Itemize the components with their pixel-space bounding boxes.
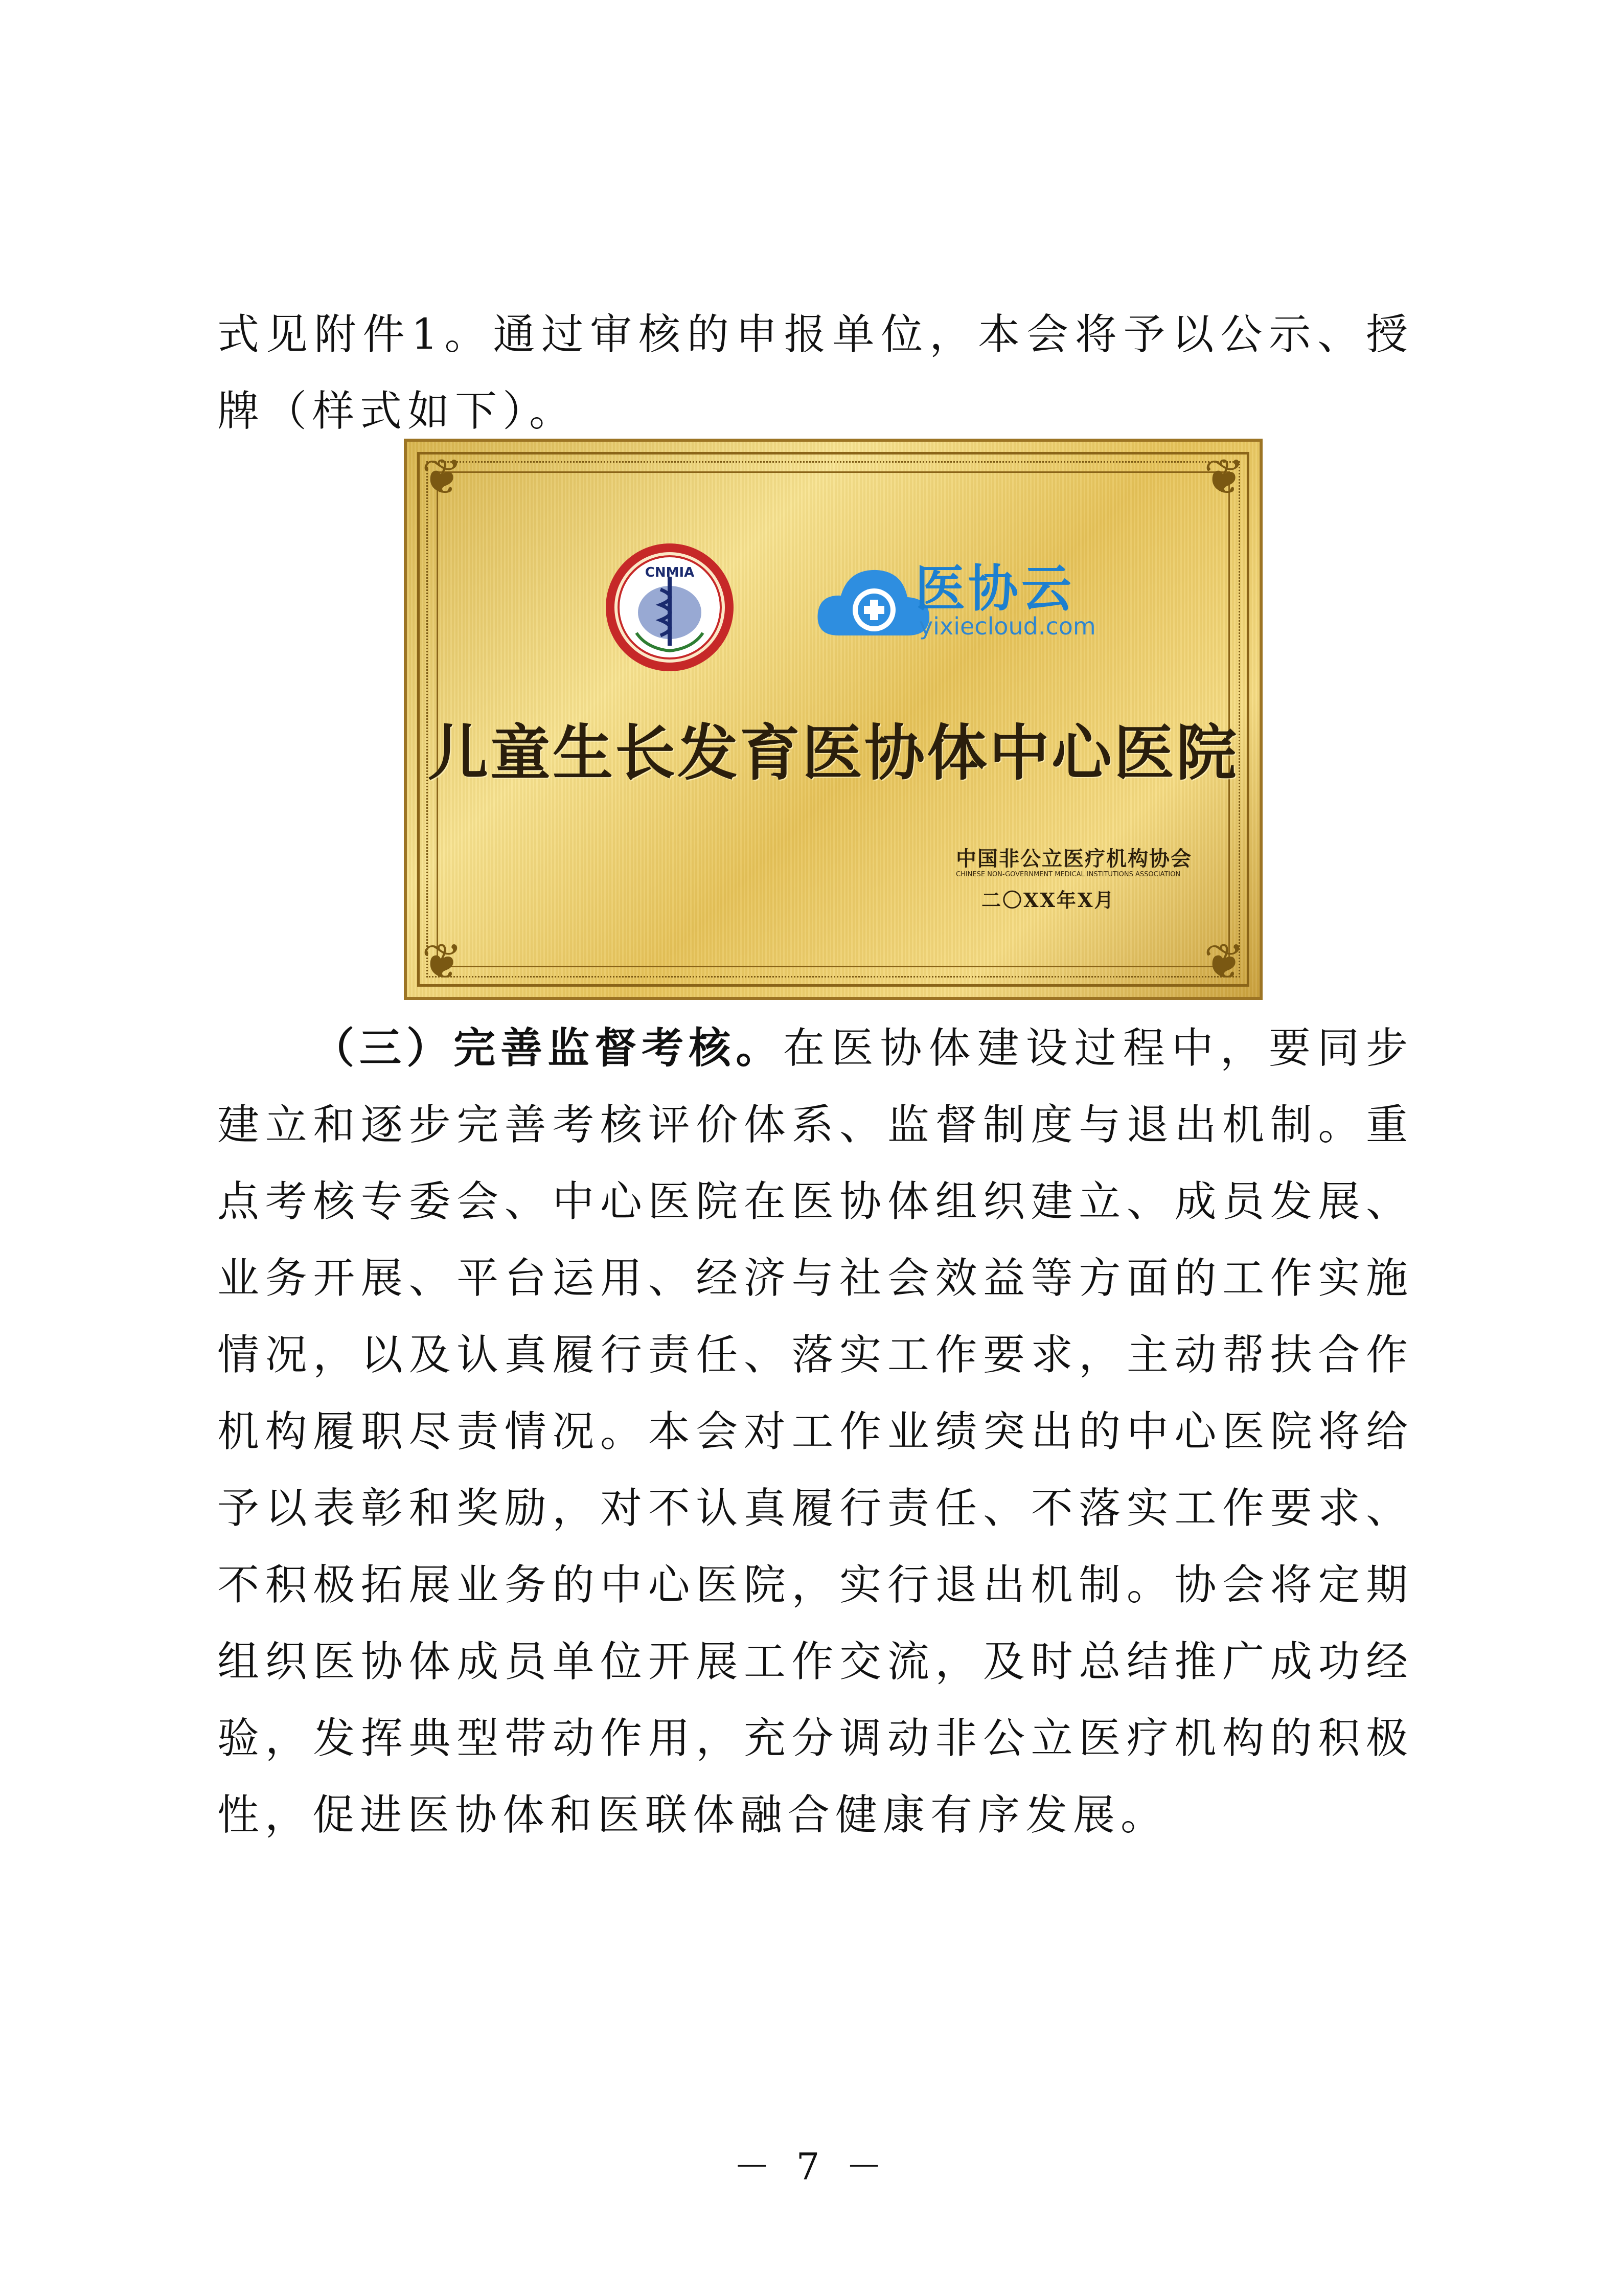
- section3-paragraph: [217, 1010, 1413, 1854]
- corner-ornament-icon: ❦: [1203, 933, 1245, 990]
- section3-heading: （三）完善监督考核。: [312, 1024, 783, 1073]
- corner-ornament-icon: ❦: [421, 448, 463, 506]
- cnmia-seal-logo: [603, 541, 736, 674]
- seal-abbreviation: CNMIA: [645, 565, 695, 580]
- intro-paragraph: 式见附件1。通过审核的申报单位，本会将予以公示、授牌（样式如下）。: [217, 310, 1413, 436]
- corner-ornament-icon: ❦: [421, 933, 463, 990]
- page-number: － 7 －: [733, 2145, 890, 2188]
- plaque-organization-en: CHINESE NON-GOVERNMENT MEDICAL INSTITUTIONS ASSOCIATION: [956, 871, 1181, 878]
- plaque-title: 儿童生长发育医协体中心医院: [427, 717, 1239, 788]
- plaque-sample-image: [404, 439, 1263, 1000]
- plaque-organization-cn: 中国非公立医疗机构协会: [956, 847, 1192, 871]
- brand-url: yixiecloud.com: [919, 612, 1096, 640]
- corner-ornament-icon: ❦: [1203, 448, 1245, 506]
- section3-body: 在医协体建设过程中，要同步建立和逐步完善考核评价体系、监督制度与退出机制。重点考核专委会、中心医院在医协体组织建立、成员发展、业务开展、平台运用、经济与社会效益等方面的工作实施情况，以及认真履行责任、落实工作要求，主动帮扶合作机构履职尽责情况。本会对工作业绩突出的中心医院将给予以表彰和奖励，对不认真履行责任、不落实工作要求、不积极拓展业务的中心医院，实行退出机制。协会将定期组织医协体成员单位开展工作交流，及时总结推广成功经验，发挥典型带动作用，充分调动非公立医疗机构的积极性，促进医协体和医联体融合健康有序发展。: [217, 1024, 1413, 1839]
- brand-name: 医协云: [915, 560, 1075, 618]
- plaque-date: 二〇XX年X月: [981, 889, 1115, 912]
